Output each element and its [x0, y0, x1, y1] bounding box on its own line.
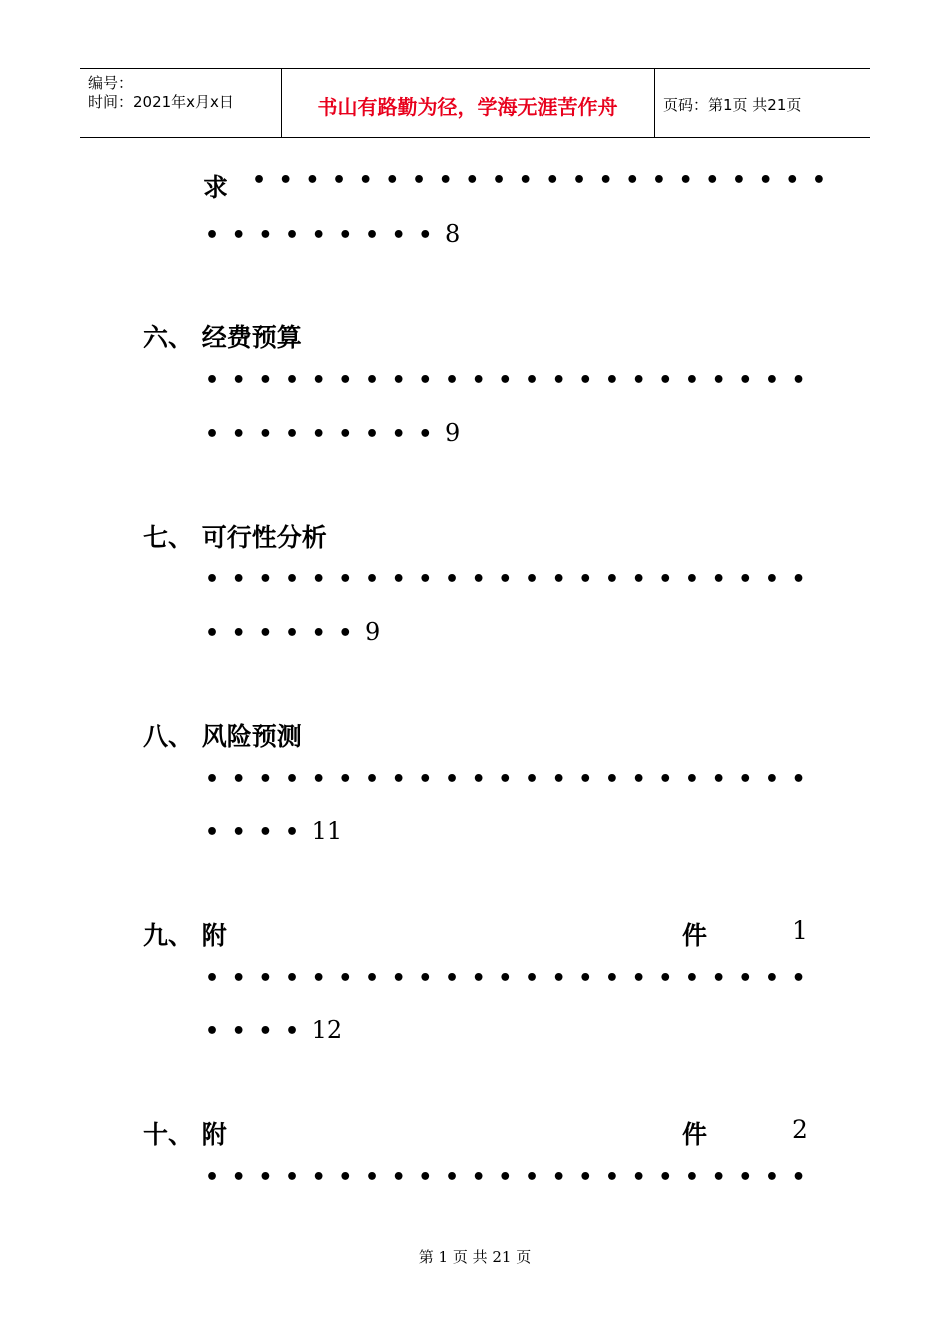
- toc-leader-dots: [205, 220, 460, 248]
- toc-item-title[interactable]: 八、 风险预测: [143, 722, 302, 751]
- header-left-cell: [80, 69, 282, 137]
- toc-leader-dots: •••••••••: [205, 422, 445, 447]
- toc-page-number: 11: [311, 817, 343, 845]
- toc-leader-dots: [205, 419, 460, 447]
- toc-item-title[interactable]: 十、 附: [143, 1120, 227, 1149]
- toc-leader-dots: [205, 1016, 342, 1044]
- header-right-cell: [655, 69, 870, 137]
- toc-leader-dots: •••••••••••••••••••••••: [205, 767, 819, 792]
- toc-item-title-part: 1: [792, 916, 808, 945]
- toc-leader-dots: ••••: [205, 1019, 312, 1044]
- toc-leader-dots: •••••••••: [205, 223, 445, 248]
- toc-leader-dots: [205, 817, 342, 845]
- header-middle-cell: [281, 69, 655, 137]
- toc-item-title[interactable]: 七、 可行性分析: [143, 523, 327, 552]
- toc-item-title[interactable]: 九、 附: [143, 921, 227, 950]
- header-motto: 书山有路勤为径，学海无涯苦作舟: [317, 95, 618, 119]
- toc-leader-dots: ••••••: [205, 621, 365, 646]
- toc-leader-dots: •••••••••••••••••••••••: [205, 1165, 819, 1190]
- toc-page-number: 12: [311, 1016, 343, 1044]
- toc-leader-dots: •••••••••••••••••••••••: [205, 368, 819, 393]
- time-label: 时间：2021年x月x日: [88, 93, 234, 111]
- toc-item-title-part: 件: [682, 1120, 708, 1149]
- toc-page-number: 9: [364, 618, 381, 646]
- toc-continuation-char: 求: [203, 173, 229, 202]
- page-footer: 第 1 页 共 21 页: [418, 1248, 532, 1266]
- toc-leader-dots: •••••••••••••••••••••••: [205, 966, 819, 991]
- toc-leader-dots: ••••••••••••••••••••••: [252, 168, 839, 193]
- toc-leader-dots: ••••: [205, 820, 312, 845]
- number-label: 编号：: [88, 74, 134, 92]
- toc-leader-dots: •••••••••••••••••••••••: [205, 567, 819, 592]
- toc-item-title-part: 2: [792, 1115, 808, 1144]
- toc-page-number: 8: [444, 220, 461, 248]
- toc-item-title[interactable]: 六、 经费预算: [143, 323, 302, 352]
- toc-leader-dots: [205, 618, 380, 646]
- toc-item-title-part: 件: [682, 921, 708, 950]
- header-page-label: 页码：第1页 共21页: [663, 96, 802, 114]
- page-header: [80, 68, 870, 138]
- toc-page-number: 9: [444, 419, 461, 447]
